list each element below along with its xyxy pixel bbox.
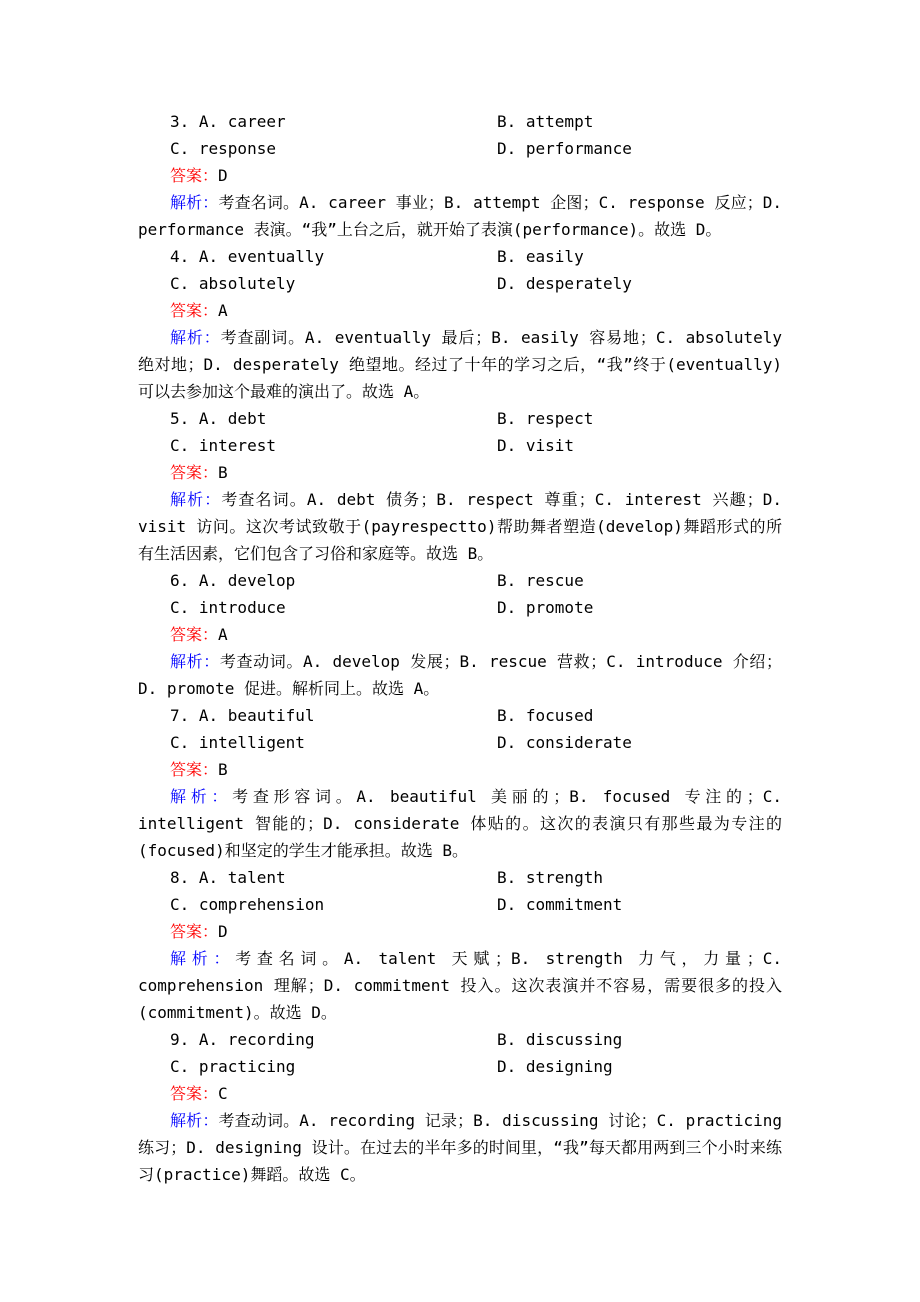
option-row <box>138 594 782 621</box>
analysis-text: 考查名词。A. debt 债务；B. respect 尊重；C. interest 兴趣；D. visit 访问。这次考试致敬于(payrespectto)帮助舞者塑造(develop)舞蹈形式的所有生活因素，它们包含了习俗和家庭等。故选 B。 <box>138 490 782 563</box>
answer-line <box>138 1080 782 1107</box>
option-d: D. desperately <box>497 274 632 293</box>
option-row <box>138 270 782 297</box>
answer-label: 答案： <box>170 625 219 644</box>
option-c: C. response <box>170 139 276 158</box>
option-a: 9. A. recording <box>170 1030 315 1049</box>
answer-label: 答案： <box>170 463 219 482</box>
answer-label: 答案： <box>170 922 219 941</box>
option-a: 7. A. beautiful <box>170 706 315 725</box>
analysis-label: 解析： <box>170 787 233 806</box>
answer-line <box>138 918 782 945</box>
question-block-6 <box>138 567 782 702</box>
option-row <box>138 243 782 270</box>
option-row <box>138 729 782 756</box>
answer-value: D <box>218 166 228 185</box>
option-c: C. practicing <box>170 1057 296 1076</box>
answer-line <box>138 162 782 189</box>
option-row <box>138 135 782 162</box>
answer-line <box>138 756 782 783</box>
option-a: 4. A. eventually <box>170 247 325 266</box>
option-c: C. comprehension <box>170 895 325 914</box>
answer-line <box>138 297 782 324</box>
question-block-5 <box>138 405 782 567</box>
analysis-paragraph <box>138 648 782 702</box>
analysis-paragraph <box>138 189 782 243</box>
question-block-8 <box>138 864 782 1026</box>
option-row <box>138 864 782 891</box>
option-row <box>138 567 782 594</box>
option-c: C. introduce <box>170 598 286 617</box>
option-d: D. performance <box>497 139 632 158</box>
option-b: B. rescue <box>497 571 584 590</box>
answer-line <box>138 621 782 648</box>
analysis-paragraph <box>138 783 782 864</box>
answer-line <box>138 459 782 486</box>
option-row <box>138 1053 782 1080</box>
option-d: D. promote <box>497 598 594 617</box>
option-b: B. focused <box>497 706 594 725</box>
option-row <box>138 702 782 729</box>
analysis-paragraph <box>138 324 782 405</box>
analysis-label: 解析： <box>170 193 219 212</box>
answer-value: B <box>218 760 228 779</box>
option-a: 8. A. talent <box>170 868 286 887</box>
option-b: B. respect <box>497 409 594 428</box>
option-d: D. designing <box>497 1057 613 1076</box>
option-d: D. considerate <box>497 733 632 752</box>
answer-value: A <box>218 301 228 320</box>
option-a: 5. A. debt <box>170 409 267 428</box>
analysis-paragraph <box>138 945 782 1026</box>
option-b: B. discussing <box>497 1030 623 1049</box>
option-c: C. interest <box>170 436 276 455</box>
answer-value: A <box>218 625 228 644</box>
question-block-7 <box>138 702 782 864</box>
option-a: 6. A. develop <box>170 571 296 590</box>
question-block-3 <box>138 108 782 243</box>
analysis-text: 考查名词。A. talent 天赋；B. strength 力气，力量；C. comprehension 理解；D. commitment 投入。这次表演并不容易，需要很多的投入(commitment)。故选 D。 <box>138 949 782 1022</box>
analysis-label: 解析： <box>170 1111 219 1130</box>
analysis-label: 解析： <box>170 652 220 671</box>
answer-label: 答案： <box>170 760 219 779</box>
analysis-label: 解析： <box>170 490 222 509</box>
option-row <box>138 891 782 918</box>
answer-label: 答案： <box>170 301 219 320</box>
option-c: C. absolutely <box>170 274 296 293</box>
analysis-text: 考查动词。A. develop 发展；B. rescue 营救；C. introduce 介绍；D. promote 促进。解析同上。故选 A。 <box>138 652 782 698</box>
analysis-label: 解析： <box>170 328 221 347</box>
analysis-text: 考查副词。A. eventually 最后；B. easily 容易地；C. absolutely 绝对地；D. desperately 绝望地。经过了十年的学习之后，“我”终于(eventually)可以去参加这个最难的演出了。故选 A。 <box>138 328 782 401</box>
analysis-label: 解析： <box>170 949 236 968</box>
analysis-paragraph <box>138 486 782 567</box>
option-d: D. visit <box>497 436 575 455</box>
answer-value: C <box>218 1084 228 1103</box>
option-c: C. intelligent <box>170 733 305 752</box>
option-row <box>138 405 782 432</box>
analysis-text: 考查名词。A. career 事业；B. attempt 企图；C. response 反应；D. performance 表演。“我”上台之后，就开始了表演(performance)。故选 D。 <box>138 193 782 239</box>
option-b: B. easily <box>497 247 584 266</box>
option-d: D. commitment <box>497 895 623 914</box>
analysis-paragraph <box>138 1107 782 1188</box>
option-row <box>138 108 782 135</box>
option-b: B. attempt <box>497 112 594 131</box>
option-a: 3. A. career <box>170 112 286 131</box>
analysis-text: 考查形容词。A. beautiful 美丽的；B. focused 专注的；C. intelligent 智能的；D. considerate 体贴的。这次的表演只有那些最为专注的(focused)和坚定的学生才能承担。故选 B。 <box>138 787 782 860</box>
option-row <box>138 432 782 459</box>
analysis-text: 考查动词。A. recording 记录；B. discussing 讨论；C. practicing 练习；D. designing 设计。在过去的半年多的时间里，“我”每天都用两到三个小时来练习(practice)舞蹈。故选 C。 <box>138 1111 782 1184</box>
question-block-4 <box>138 243 782 405</box>
answer-value: B <box>218 463 228 482</box>
option-b: B. strength <box>497 868 603 887</box>
option-row <box>138 1026 782 1053</box>
answer-label: 答案： <box>170 166 219 185</box>
answer-value: D <box>218 922 228 941</box>
answer-label: 答案： <box>170 1084 219 1103</box>
question-block-9 <box>138 1026 782 1188</box>
